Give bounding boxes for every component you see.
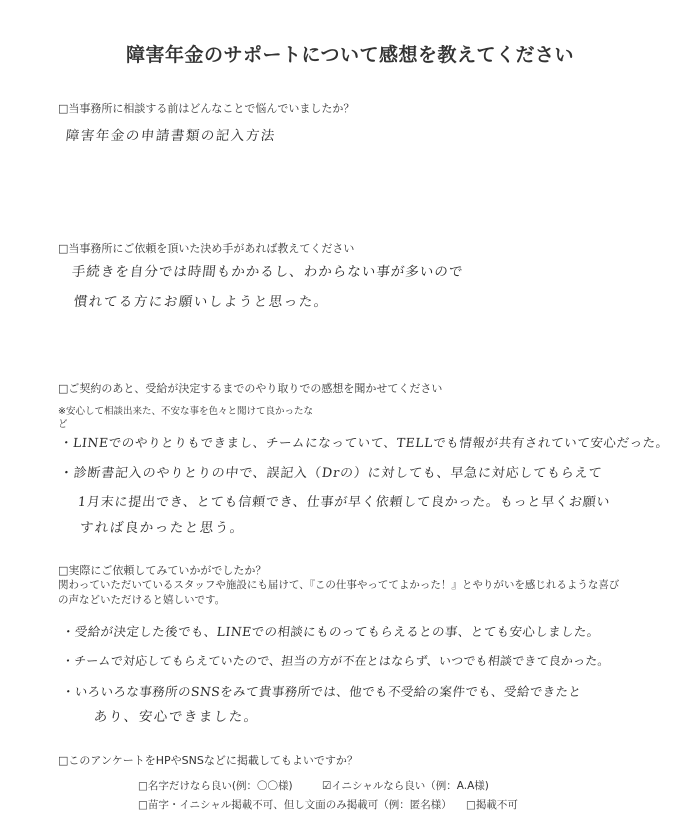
desc-line-1: 関わっていただいているスタッフや施設にも届けて、『この仕事やっててよかった！』とやりがいを感じれるような喜び [58,579,620,591]
question-2: □当事務所にご依頼を頂いた決め手があれば教えてください [58,242,355,255]
desc-line-2: の声などいただけると嬉しいです。 [58,594,226,606]
note-line-2: ど [58,419,68,430]
answer-2-line-1: 手続きを自分では時間もかかるし、わからない事が多いので [70,264,465,280]
question-4: □実際にご依頼してみていかがでしたか？ [58,564,267,577]
question-5: □このアンケートをHPやSNSなどに掲載してもよいですか？ [58,754,358,767]
answer-4-line-4: あり、安心できました。 [92,709,260,725]
answer-3-line-2: ・診断書記入のやりとりの中で、誤記入（Drの）に対しても、早急に対応してもらえて [59,466,603,481]
question-3-note [58,405,618,431]
page-title: 障害年金のサポートについて感想を教えてください [125,44,575,66]
question-4-description [58,578,658,608]
option-anonymous-checkbox[interactable]: □苗字・イニシャル掲載不可、但し文面のみ掲載可（例：匿名様） [138,799,452,811]
answer-1-line-1: 障害年金の申請書類の記入方法 [64,128,277,144]
option-initials-checkbox[interactable]: ☑イニシャルなら良い（例：A.A様) [322,780,489,792]
answer-4-line-3: ・いろいろな事務所のSNSをみて貴事務所では、他でも不受給の案件でも、受給できたと [61,684,583,699]
option-name-only-checkbox[interactable]: □名字だけなら良い(例：〇〇様) [138,780,293,792]
question-3: □ご契約のあと、受給が決定するまでのやり取りでの感想を聞かせてください [58,382,443,395]
answer-4-line-1: ・受給が決定した後でも、LINEでの相談にものってもらえるとの事、とても安心しました。 [61,624,601,639]
answer-3-line-4: すれば良かったと思う。 [78,520,246,536]
option-not-allowed-checkbox[interactable]: □掲載不可 [466,799,518,811]
answer-2-line-2: 慣れてる方にお願いしようと思った。 [72,294,330,310]
question-1: □当事務所に相談する前はどんなことで悩んでいましたか？ [58,102,355,115]
answer-3-line-3: 1月末に提出でき、とても信頼でき、仕事が早く依頼して良かった。もっと早くお願い [77,495,612,510]
note-line-1: ※安心して相談出来た、不安な事を色々と聞けて良かったな [58,406,313,417]
answer-3-line-1: ・LINEでのやりとりもできまし、チームになっていて、TELLでも情報が共有されていて安心だった。 [59,435,670,450]
answer-4-line-2: ・チームで対応してもらえていたので、担当の方が不在とはならず、いつでも相談できて良かった。 [61,654,611,668]
